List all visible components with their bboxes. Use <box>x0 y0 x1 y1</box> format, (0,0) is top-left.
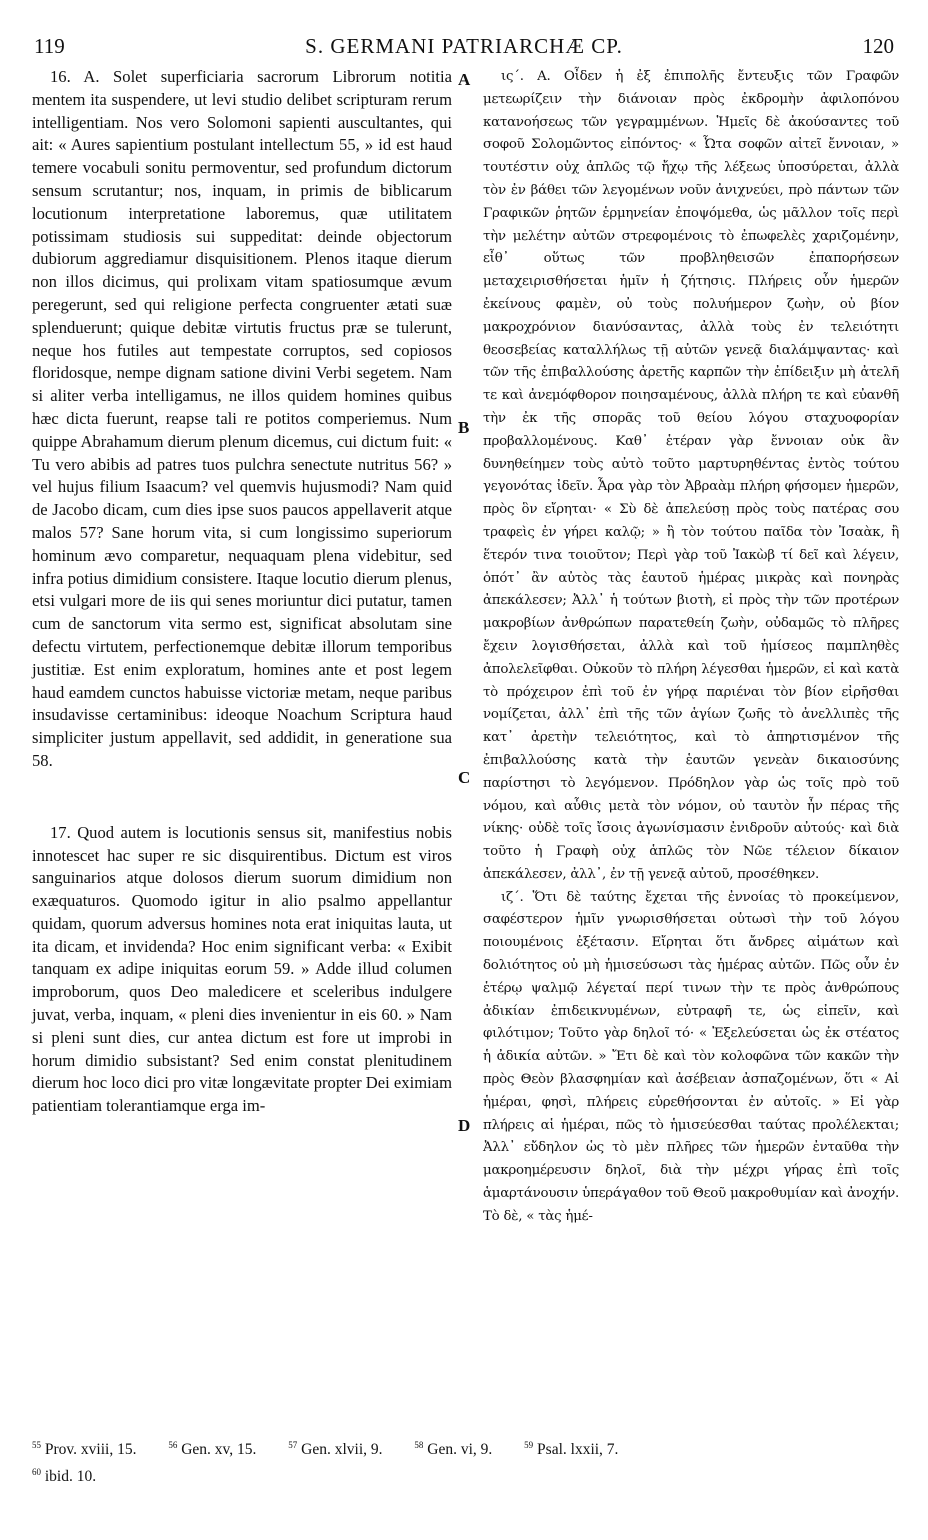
running-title: S. GERMANI PATRIARCHÆ CP. <box>305 34 623 58</box>
latin-paragraph-17: 17. Quod autem is locutionis sensus sit, manifestius nobis innotescet hac super re sic disquirentibus. Dictum est viros sanguinarios atque dolosos dierum suorum dimidium non exæquaturos. Quomodo igitur in alio psalmo appellantur quidam, quorum adversus homines nota erat iniquitas lauta, ut ita dicam, et invidenda? Hoc enim significant verba: « Exibit tanquam ex adipe iniquitas eorum 59. » Adde illud columen improborum, quos Deo maledicere et sceleribus indulgere juvat, verba, inquam, « pleni dies invenientur in eis 60. » Nam si pleni sunt dies, cur antea dictum est fore ut improbi in horum dimidio subsistant? Sed enim constat plenitudinem dierum hoc loco dici pro vitæ longævitate propter Dei eximiam patientiam tolerantiamque erga im- <box>32 822 452 1116</box>
section-marker-b: B <box>458 418 470 437</box>
running-header <box>30 34 898 66</box>
greek-paragraph-16: ις΄. Α. Οἶδεν ἡ ἐξ ἐπιπολῆς ἔντευξις τῶν Γραφῶν μετεωρίζειν τὴν διάνοιαν πρὸς ἐκδρομὴν ἀφιλοπόνου κατανοήσεως τῶν γεγραμμένων. Ἡμεῖς δὲ ἀκούσαντες τοῦ σοφοῦ Σολομῶντος εἰπόντος· « Ὦτα σοφῶν αἰτεῖ ἔννοιαν, » τουτέστιν οὐχ ἁπλῶς τῷ ἤχῳ τῆς λέξεως ὑποσύρεται, ἀλλὰ τὸν ἐν βάθει τῶν λεγομένων νοῦν ἀνιχνεύει, πρὸ πάντων τῶν Γραφικῶν ῥητῶν ἑρμηνείαν ἐποψόμεθα, ὡς μᾶλλον τοῖς περὶ τὴν μελέτην αὐτῶν στρεφομένοις τὸ ἐπωφελὲς χαριζομένην, εἶθ᾽ οὕτως τῶν προβληθεισῶν ἐπαπορήσεων μεταχειρισθήσεται ἡμῖν ἡ ζήτησις. Πλήρεις οὖν ἡμερῶν ἐκείνους φαμὲν, οὐ τοὺς πολυήμερον ζωὴν, οὐ βίον μακροχρόνιον διανύσαντας, ἀλλὰ τοὺς ἐν τελειότητι θεοσεβείας καταλλήλως τῇ αὐτῶν γενεᾷ διαλάμψαντας· καὶ τῶν τῆς ἐπιβαλλούσης ἀρετῆς καρπῶν τὴν ἐπίδειξιν μὴ ἀτελῆ τε καὶ ἀνεμόφθορον ποιησαμένους, ἀλλὰ πλήρη τε καὶ εὐανθῆ τὴν ἐκ τῆς σπορᾶς τοῦ θείου λόγου σταχυοφορίαν προβαλλομένους. Καθ᾽ ἑτέραν γὰρ ἔννοιαν οὐκ ἂν δυνηθείημεν τοὺς αὐτὸ τοῦτο μαρτυρηθέντας ἐντὸς τούτου γεγονότας ἰδεῖν. Ἆρα γὰρ τὸν Ἀβραὰμ πλήρη φήσομεν ἡμερῶν, πρὸς ὃν εἴρηται· « Σὺ δὲ ἀπελεύσῃ πρὸς τοὺς πατέρας σου τραφεὶς ἐν γήρει καλῷ; » ἢ τὸν τούτου παῖδα τὸν Ἰσαὰκ, ἢ ἕτερόν τινα τοιοῦτον; Περὶ γὰρ τοῦ Ἰακὼβ τί δεῖ καὶ λέγειν, ὁπότ᾽ ἂν αὐτὸς τὰς ἑαυτοῦ ἡμέρας μικρὰς καὶ πονηρὰς ἀπεκάλεσεν; Ἀλλ᾽ ἡ τούτων βιοτὴ, εἰ πρὸς τὴν τῶν προτέρων μακροβίων ἀνθρώπων παρατεθείη ζωὴν, οὐδαμῶς τὸ πλῆρες ἔχειν λογισθήσεται, ἀλλὰ καὶ τοῦ ἡμίσεος παμπληθὲς ἀπολελεῖφθαι. Οὐκοῦν τὸ πλήρη λέγεσθαι ἡμερῶν, εἰ καὶ κατὰ τὸ πρόχειρον ἐπὶ τοῦ ἐν γήρᾳ παριέναι τὸν βίον εἰρῆσθαι νομίζεται, ἀλλ᾽ ἐπὶ τῆς τῶν ἁγίων ζωῆς τὸ ἀνελλιπὲς τῆς κατ᾽ ἀρετὴν τελειότητος, καὶ τὸ ἀπηρτισμένον τῆς ἐπιβαλλούσης κατὰ τὴν ἑαυτῶν γενεὰν δικαιοσύνης παρίστησι τὸ λεγόμενον. Πρόδηλον γὰρ ὡς τοῖς πρὸ τοῦ νόμου, καὶ αὖθις μετὰ τὸν νόμον, οὐ ταυτὸν ἦν πέρας τῆς νίκης· οὐδὲ τοῖς ἴσοις ἀγωνίσμασιν ἐνιδροῦν αὐτούς· καὶ διὰ τοῦτο ἡ Γραφὴ οὐχ ἁπλῶς τὸν Νῶε τέλειον δίκαιον ἀπεκάλεσεν, ἀλλ᾽, ἐν τῇ γενεᾷ αὐτοῦ, προσέθηκεν. <box>483 69 899 882</box>
latin-column <box>32 66 452 1118</box>
greek-paragraph-17: ιζ΄. Ὅτι δὲ ταύτης ἔχεται τῆς ἐννοίας τὸ προκείμενον, σαφέστερον ἡμῖν γνωρισθήσεται οὑτωσὶ τὴν τοῦ λόγου ποιουμένοις ἐξέτασιν. Εἴρηται ὅτι ἄνδρες αἱμάτων καὶ δολιότητος οὐ μὴ ἡμισεύσωσι τὰς ἡμέρας αὐτῶν. Πῶς οὖν ἐν ἑτέρῳ ψαλμῷ λέγεταί περί τινων τὴν τε πρὸς ἀνθρώπους ἀδικίαν ἐπιδεικνυμένων, εὐτραφῆ τε, ὡς εἰπεῖν, καὶ φιλότιμον; Τοῦτο γὰρ δηλοῖ τό· « Ἐξελεύσεται ὡς ἐκ στέατος ἡ ἀδικία αὐτῶν. » Ἔτι δὲ καὶ τὸν κολοφῶνα τῶν κακῶν τὴν πρὸς Θεὸν βλασφημίαν καὶ ἀσέβειαν ἀσπαζομένων, ὅτι « Αἱ ἡμέραι, φησὶ, πλήρεις εὑρεθήσονται ἐν αὐτοῖς. » Εἰ γὰρ πλήρεις αἱ ἡμέραι, πῶς τὸ ἡμισεύεσθαι ταύτας προλέλεκται; Ἀλλ᾽ εὔδηλον ὡς τὸ μὲν πλῆρες τῶν ἡμερῶν ἐνταῦθα τὴν μακροημέρευσιν δηλοῖ, διὰ τὴν μέχρι γήρας ἐπὶ τοῖς ἁμαρτάνουσιν ὑπεράγαθον τοῦ Θεοῦ μακροθυμίαν καὶ ἀνοχήν. Τὸ δὲ, « τὰς ἡμέ- <box>483 889 899 1224</box>
footnotes <box>32 1434 898 1488</box>
page-number-right: 120 <box>862 34 894 58</box>
footnotes-row-2 <box>32 1461 898 1488</box>
footnote-58: $^{58}$ Gen. vi, 9. <box>414 1440 493 1459</box>
footnote-55: $^{55}$ Prov. xviii, 15. <box>32 1440 137 1459</box>
section-marker-d: D <box>458 1116 471 1135</box>
section-marker-a: A <box>458 70 471 89</box>
footnote-60: $^{60}$ ibid. 10. <box>32 1467 97 1486</box>
greek-column <box>483 66 899 1229</box>
page-number-left: 119 <box>34 34 65 58</box>
footnote-59: $^{59}$ Psal. lxxii, 7. <box>524 1440 619 1459</box>
footnote-57: $^{57}$ Gen. xlvii, 9. <box>288 1440 383 1459</box>
latin-paragraph-16: 16. A. Solet superficiaria sacrorum Librorum notitia mentem ita suspendere, ut levi studio delibet scripturam rerum intelligentiam. Nos vero Solomoni sapienti auscultantes, qui ait: « Aures sapientium postulant intellectum 55, » id est haud temere vocabuli sonitu permoventur, sed profundum dictorum sensum scrutantur; nos, inquam, in primis de biblicarum locutionum interpretatione laboremus, quæ utilitatem potissimam studiosis sui suppeditat: deinde objectorum dubiorum aggrediamur disquisitionem. Plenos itaque dierum non illos dicimus, qui prolixam vitam spatiosumque ævum peregerunt, sed qui religione perfecta congruenter ætati suæ splenduerunt; quique debitæ virtutis fructus præ se tulerunt, neque hos futiles aut tempestate corruptos, sed copiosos floridosque, nempe dignam satione divini Verbi segetem. Nam si aliter verba intelligamus, ne illos quidem homines quibus hæc dicta fuerunt, reapse tali re potitos comperiemus. Num quippe Abrahamum dierum plenum dicemus, cui dictum fuit: « Tu vero abibis ad patres tuos pulchra senectute nutritus 56? » vel hujus filium Isaacum? vel quemvis hujusmodi? Nam quid de Jacobo dicam, cum dies ipse suos paucos appellaverit atque malos 57? Sane horum vita, si cum longissimo superiorum hominum ævo comparetur, nequaquam plena videbitur, sed infra potius dimidium consistere. Itaque locutio dierum plenus, etsi vulgari more de iis qui senes moriuntur dici putatur, tamen cum de sanctorum vita sermo est, significat absolutam sine defectu virtutem, perfectionemque debitæ illorum temporibus justitiæ. Est enim exploratum, homines ante et post legem haud eamdem cunctos habuisse victoriæ metam, neque paribus insudavisse certaminibus: ideoque Noachum Scriptura haud simpliciter justum appellavit, sed addidit, in generatione sua 58. <box>32 67 452 770</box>
footnotes-row-1 <box>32 1434 898 1461</box>
section-marker-c: C <box>458 768 471 787</box>
footnote-56: $^{56}$ Gen. xv, 15. <box>168 1440 257 1459</box>
